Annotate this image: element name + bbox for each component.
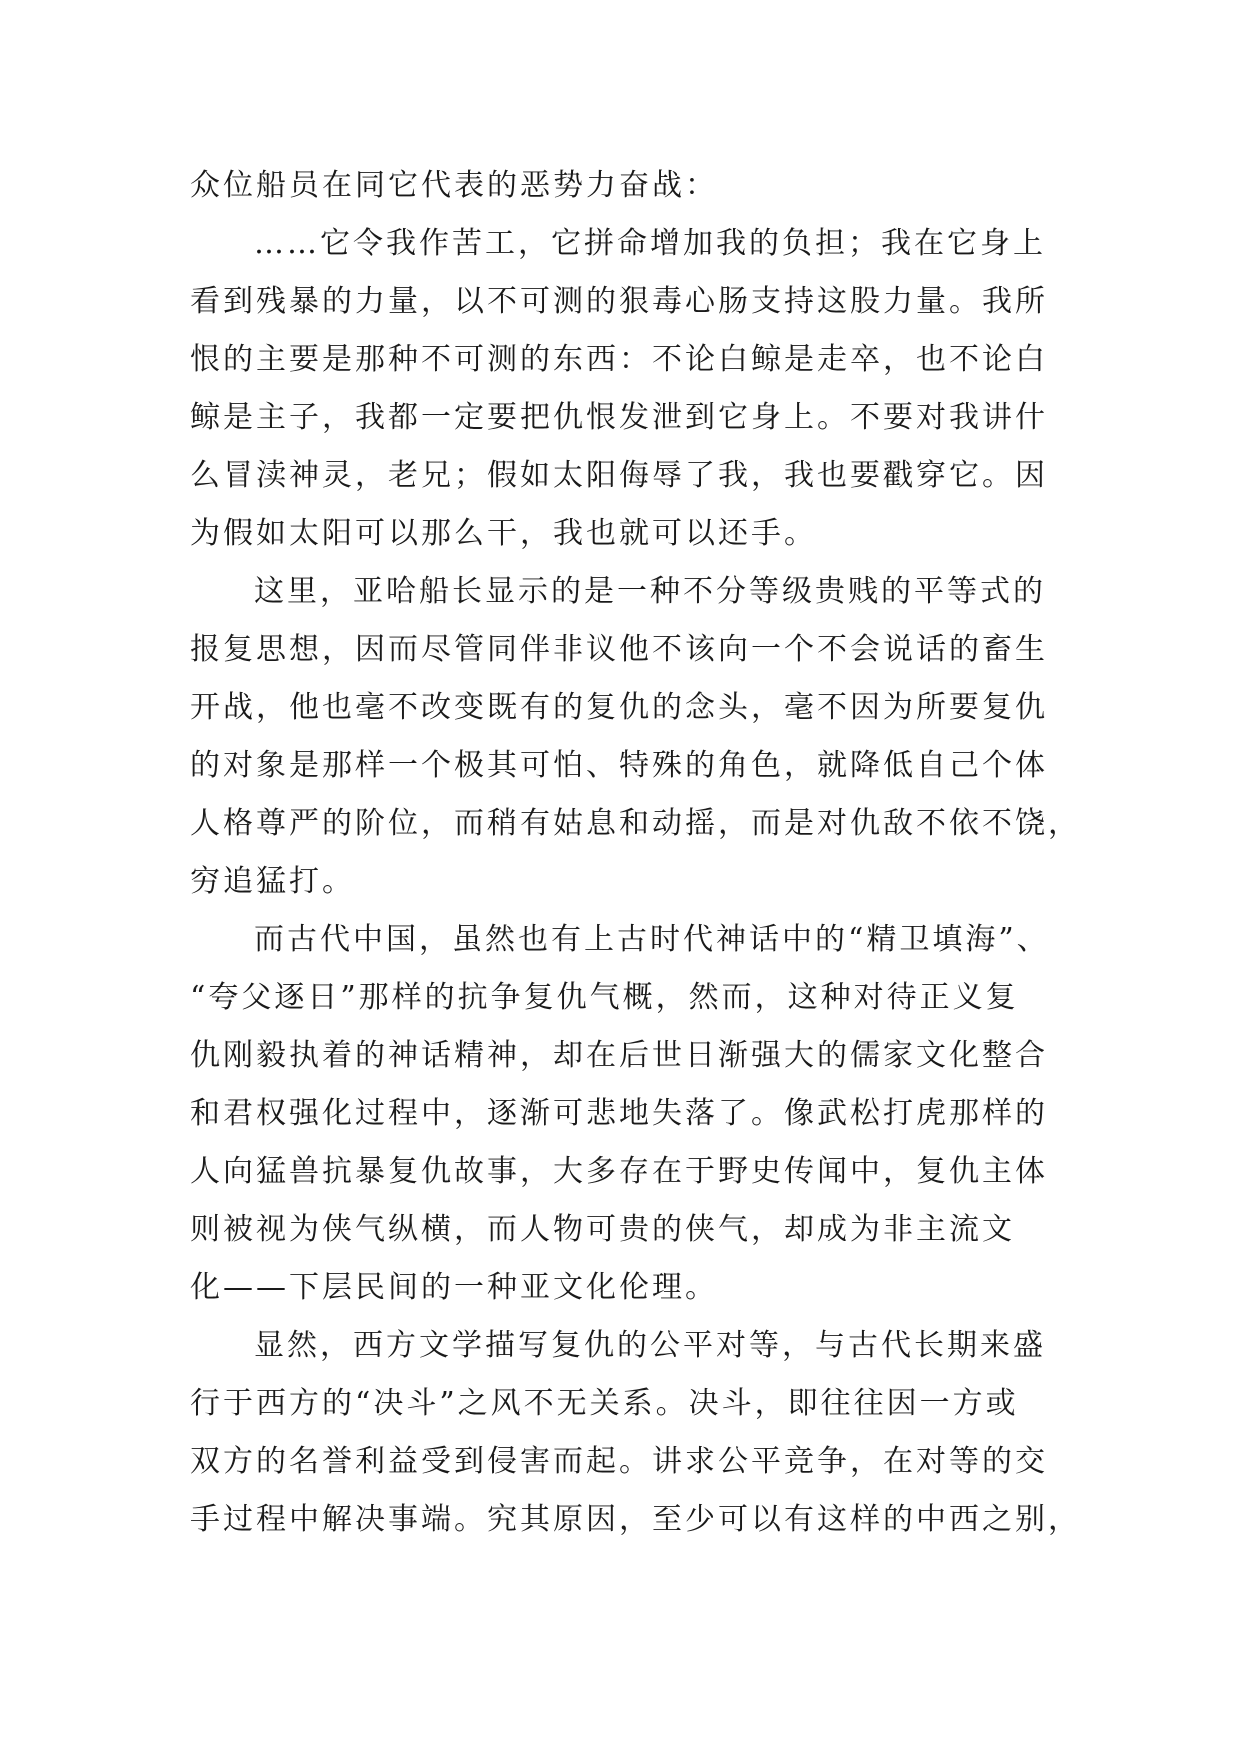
paragraph: [190, 157, 1070, 215]
text-line: 开战，他也毫不改变既有的复仇的念头，毫不因为所要复仇: [190, 690, 1048, 725]
text-line: 么冒渎神灵，老兄；假如太阳侮辱了我，我也要戳穿它。因: [190, 458, 1048, 493]
text-line: ……它令我作苦工，它拼命增加我的负担；我在它身上: [254, 226, 1046, 261]
text-line: 行于西方的“决斗”之风不无关系。决斗，即往往因一方或: [190, 1386, 1019, 1421]
text-line: 众位船员在同它代表的恶势力奋战：: [190, 168, 718, 203]
paragraph: [190, 215, 1070, 563]
text-line: 为假如太阳可以那么干，我也就可以还手。: [190, 516, 817, 551]
text-line: 恨的主要是那种不可测的东西：不论白鲸是走卒，也不论白: [190, 342, 1048, 377]
text-line: 手过程中解决事端。究其原因，至少可以有这样的中西之别，: [190, 1502, 1081, 1537]
text-line: 仇刚毅执着的神话精神，却在后世日渐强大的儒家文化整合: [190, 1038, 1048, 1073]
paragraph: [190, 563, 1081, 911]
text-line: “夸父逐日”那样的抗争复仇气概，然而，这种对待正义复: [190, 980, 1019, 1015]
text-line: 显然，西方文学描写复仇的公平对等，与古代长期来盛: [254, 1328, 1046, 1363]
paragraph: [190, 1317, 1081, 1549]
text-line: 化——下层民间的一种亚文化伦理。: [190, 1270, 718, 1305]
text-line: 则被视为侠气纵横，而人物可贵的侠气，却成为非主流文: [190, 1212, 1015, 1247]
text-line: 双方的名誉利益受到侵害而起。讲求公平竞争，在对等的交: [190, 1444, 1048, 1479]
text-line: 人向猛兽抗暴复仇故事，大多存在于野史传闻中，复仇主体: [190, 1154, 1048, 1189]
text-line: 人格尊严的阶位，而稍有姑息和动摇，而是对仇敌不依不饶，: [190, 806, 1081, 841]
text-line: 鲸是主子，我都一定要把仇恨发泄到它身上。不要对我讲什: [190, 400, 1048, 435]
text-line: 看到残暴的力量，以不可测的狠毒心肠支持这股力量。我所: [190, 284, 1048, 319]
paragraph: [190, 911, 1070, 1317]
text-line: 的对象是那样一个极其可怕、特殊的角色，就降低自己个体: [190, 748, 1048, 783]
body-text: [190, 157, 1081, 1549]
text-line: 和君权强化过程中，逐渐可悲地失落了。像武松打虎那样的: [190, 1096, 1048, 1131]
text-line: 而古代中国，虽然也有上古时代神话中的“精卫填海”、: [254, 922, 1050, 957]
text-line: 报复思想，因而尽管同伴非议他不该向一个不会说话的畜生: [190, 632, 1048, 667]
text-line: 这里，亚哈船长显示的是一种不分等级贵贱的平等式的: [254, 574, 1046, 609]
text-line: 穷追猛打。: [190, 864, 355, 899]
